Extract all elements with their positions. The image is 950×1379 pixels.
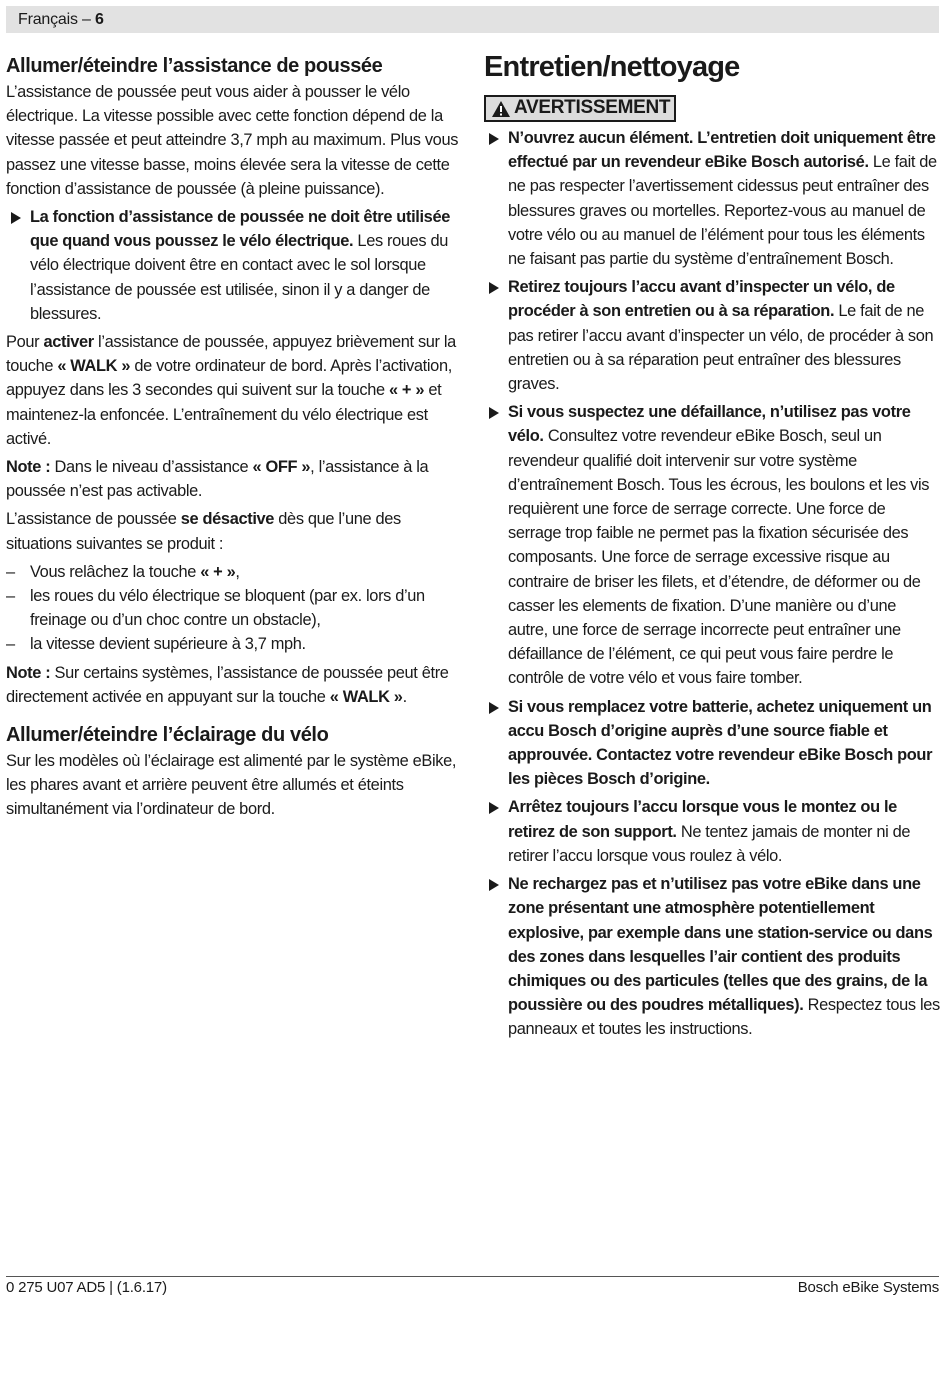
section-title-maintenance: Entretien/nettoyage bbox=[484, 51, 740, 83]
paragraph: L’assistance de poussée peut vous aider à pousser le vélo électrique. La vitesse possible avec cette fonction dépend de la vitesse passée et peut atteindre 3,7 mph au maximum. Plus vous passez une vitesse basse, moins élevée sera la vitesse de cette fonction d’assistance de poussée (à pleine puissance). bbox=[6, 83, 459, 198]
header-separator: – bbox=[77, 11, 95, 28]
bullet-triangle-icon bbox=[489, 879, 499, 891]
header-page-number: 6 bbox=[94, 11, 104, 28]
bullet-item bbox=[6, 205, 462, 326]
bullet-triangle-icon bbox=[489, 802, 499, 814]
paragraph: Sur les modèles où l’éclairage est alimenté par le système eBike, les phares avant et arrière peuvent être allumés et éteints simultanément via l’ordinateur de bord. bbox=[6, 752, 457, 819]
list-item: – la vitesse devient supérieure à 3,7 mph. bbox=[6, 635, 306, 654]
right-column bbox=[484, 52, 940, 1046]
warning-triangle-icon bbox=[491, 100, 511, 118]
bullet-item: Retirez toujours l’accu avant d’inspecter un vélo, de procéder à son entretien ou à sa réparation. Le fait de ne pas retirer l’accu avant d’inspecter un vélo, de procéder à son entretien ou à sa réparation peut entraîner des blessures graves. bbox=[484, 275, 940, 396]
header-language: Français bbox=[18, 11, 78, 28]
bullet-triangle-icon bbox=[489, 282, 499, 294]
bullet-triangle-icon bbox=[489, 407, 499, 419]
bullet-item: Ne rechargez pas et n’utilisez pas votre eBike dans une zone présentant une atmosphère potentiellement explosive, par exemple dans une station-service ou dans des zones dans lesquelles l’air contient des produits chimiques ou des particules (telles que des grains, de la poussière ou des poudres métalliques). Respectez tous les panneaux et toutes les instructions. bbox=[484, 872, 940, 1041]
footer-brand: Bosch eBike Systems bbox=[797, 1279, 939, 1296]
bullet-item: Arrêtez toujours l’accu lorsque vous le montez ou le retirez de son support. Ne tentez jamais de monter ni de retirer l’accu lorsque vous roulez à vélo. bbox=[484, 795, 940, 868]
bullet-item: Si vous suspectez une défaillance, n’utilisez pas votre vélo. Consultez votre revendeur eBike Bosch, seul un revendeur qualifié doit intervenir sur votre système d’entraînement Bosch. Tous les écrous, les boulons et les vis requièrent une force de serrage correcte. Une force de serrage trop faible ne permet pas la fixation sécurisée des composants. Une force de serrage excessive risque au contraire de briser les filets, et d’étendre, de déformer ou de casser les elements de fixation. D’une manière ou d’une autre, une force de serrage incorrecte peut entraîner une défaillance de l’élément, ce qui peut vous faire perdre le contrôle de votre vélo et vous faire tomber. bbox=[484, 400, 940, 690]
section-title-push-assist: Allumer/éteindre l’assistance de poussée bbox=[6, 55, 383, 77]
bullet-item: Si vous remplacez votre batterie, achetez uniquement un accu Bosch d’origine auprès d’une source fiable et approuvée. Contactez votre revendeur eBike Bosch pour les pièces Bosch d’origine. bbox=[484, 695, 940, 792]
list-item: – les roues du vélo électrique se bloquent (par ex. lors d’un freinage ou d’un choc contre un obstacle), bbox=[6, 587, 425, 630]
bullet-triangle-icon bbox=[11, 212, 21, 224]
bullet-bold: La fonction d’assistance de poussée ne doit être utilisée que quand vous poussez le vélo électrique. bbox=[30, 208, 450, 251]
bullet-text: Les roues du vélo électrique doivent être en contact avec le sol lorsque l’assistance de poussée est utilisée, sinon il y a danger de blessures. bbox=[30, 232, 448, 323]
warning-label: AVERTISSEMENT bbox=[514, 97, 671, 119]
note: Note : Dans le niveau d’assistance « OFF », l’assistance à la poussée n’est pas activable. bbox=[6, 458, 429, 501]
bullet-item: N’ouvrez aucun élément. L’entretien doit uniquement être effectué par un revendeur eBike Bosch autorisé. Le fait de ne pas respecter l’avertissement cidessus peut entraîner des blessures graves ou mortelles. Reportez-vous au manuel de votre vélo ou au manuel de l’élément pour tous les éléments ne faisant pas partie du système d’entraînement Bosch. bbox=[484, 126, 940, 271]
note: Note : Sur certains systèmes, l’assistance de poussée peut être directement activée en appuyant sur la touche « WALK ». bbox=[6, 663, 449, 706]
paragraph: L’assistance de poussée se désactive dès que l’une des situations suivantes se produit : bbox=[6, 510, 401, 553]
bullet-triangle-icon bbox=[489, 702, 499, 714]
list-item: – Vous relâchez la touche « + », bbox=[6, 562, 240, 581]
footer-doc-id: 0 275 U07 AD5 | (1.6.17) bbox=[6, 1279, 167, 1296]
paragraph: Pour activer l’assistance de poussée, appuyez brièvement sur la touche « WALK » de votre ordinateur de bord. Après l’activation, appuyez dans les 3 secondes qui suivent sur la touche « + » et maintenez-la enfoncée. L’entraînement du vélo électrique est activé. bbox=[6, 333, 456, 448]
page-header bbox=[6, 6, 939, 33]
dash-list bbox=[6, 560, 462, 657]
warning-badge bbox=[484, 95, 676, 122]
section-title-lighting: Allumer/éteindre l’éclairage du vélo bbox=[6, 724, 329, 747]
left-column bbox=[6, 52, 462, 826]
bullet-triangle-icon bbox=[489, 133, 499, 145]
